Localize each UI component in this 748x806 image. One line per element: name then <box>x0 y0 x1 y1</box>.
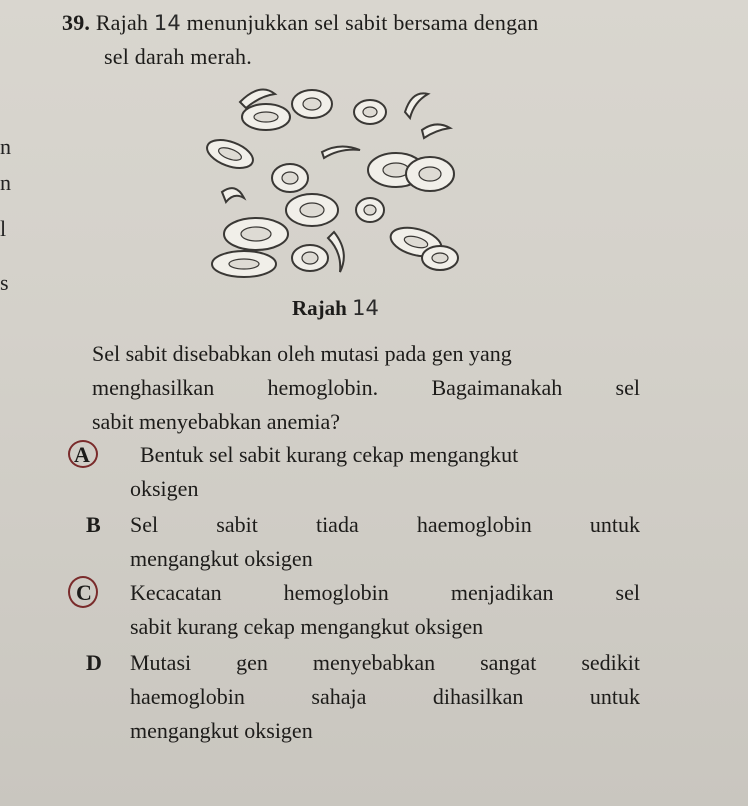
option-d-text-line-1: Mutasi gen menyebabkan sangat sedikit <box>130 650 640 675</box>
figure-ref-handwritten: 14 <box>153 11 181 35</box>
option-b-text-line-2: mengangkut oksigen <box>130 546 313 571</box>
option-c[interactable] <box>76 580 110 606</box>
option-d[interactable] <box>86 650 120 676</box>
red-blood-cell-center <box>432 253 448 263</box>
stem-line-2: menghasilkan hemoglobin. Bagaimanakah sel <box>92 375 640 400</box>
sickle-cell <box>422 124 450 138</box>
question-number: 39. <box>62 10 91 35</box>
option-b-text-line-1: Sel sabit tiada haemoglobin untuk <box>130 512 640 537</box>
option-c-text-line-2: sabit kurang cekap mengangkut oksigen <box>130 614 484 639</box>
sickle-cell <box>322 146 360 158</box>
red-blood-cell-center <box>419 167 441 181</box>
sickle-cell <box>222 188 244 202</box>
figure-caption-number: 14 <box>352 296 379 320</box>
option-b[interactable] <box>86 512 120 538</box>
option-d-text-line-2: haemoglobin sahaja dihasilkan untuk <box>130 684 640 709</box>
red-blood-cell-center <box>229 259 259 269</box>
option-c-letter: C <box>76 580 92 605</box>
margin-char-4: s <box>0 270 9 295</box>
figure-caption <box>292 296 379 321</box>
stem-line-1: Sel sabit disebabkan oleh mutasi pada gen yang <box>92 341 512 366</box>
option-c-text-line-1: Kecacatan hemoglobin menjadikan sel <box>130 580 640 605</box>
blood-cells-figure <box>200 82 480 282</box>
red-blood-cell-center <box>254 112 278 122</box>
margin-char-3: l <box>0 216 7 241</box>
red-blood-cell-center <box>300 203 324 217</box>
option-d-text-line-3: mengangkut oksigen <box>130 718 313 743</box>
red-blood-cell-center <box>364 205 376 215</box>
option-a[interactable] <box>74 442 108 468</box>
option-a-text-line-2: oksigen <box>130 476 199 501</box>
option-a-letter: A <box>74 442 90 467</box>
red-blood-cell-center <box>241 227 271 241</box>
sickle-cell <box>405 93 428 118</box>
red-blood-cell-center <box>302 252 318 264</box>
option-b-letter: B <box>86 512 101 537</box>
red-blood-cell-center <box>303 98 321 110</box>
sickle-cell <box>328 232 344 272</box>
rajah-word: Rajah <box>95 10 149 35</box>
margin-char-1: n <box>0 134 11 159</box>
red-blood-cell-center <box>282 172 298 184</box>
stem-line-3: sabit menyebabkan anemia? <box>92 409 341 434</box>
option-a-text-line-1: Bentuk sel sabit kurang cekap mengangkut <box>140 442 519 467</box>
figure-caption-text: Rajah <box>292 296 347 320</box>
question-line-1 <box>62 10 538 36</box>
margin-char-2: n <box>0 170 11 195</box>
question-text-line-1: menunjukkan sel sabit bersama dengan <box>186 10 539 35</box>
option-d-letter: D <box>86 650 102 675</box>
red-blood-cell-center <box>363 107 377 117</box>
question-text-line-2: sel darah merah. <box>104 44 252 69</box>
